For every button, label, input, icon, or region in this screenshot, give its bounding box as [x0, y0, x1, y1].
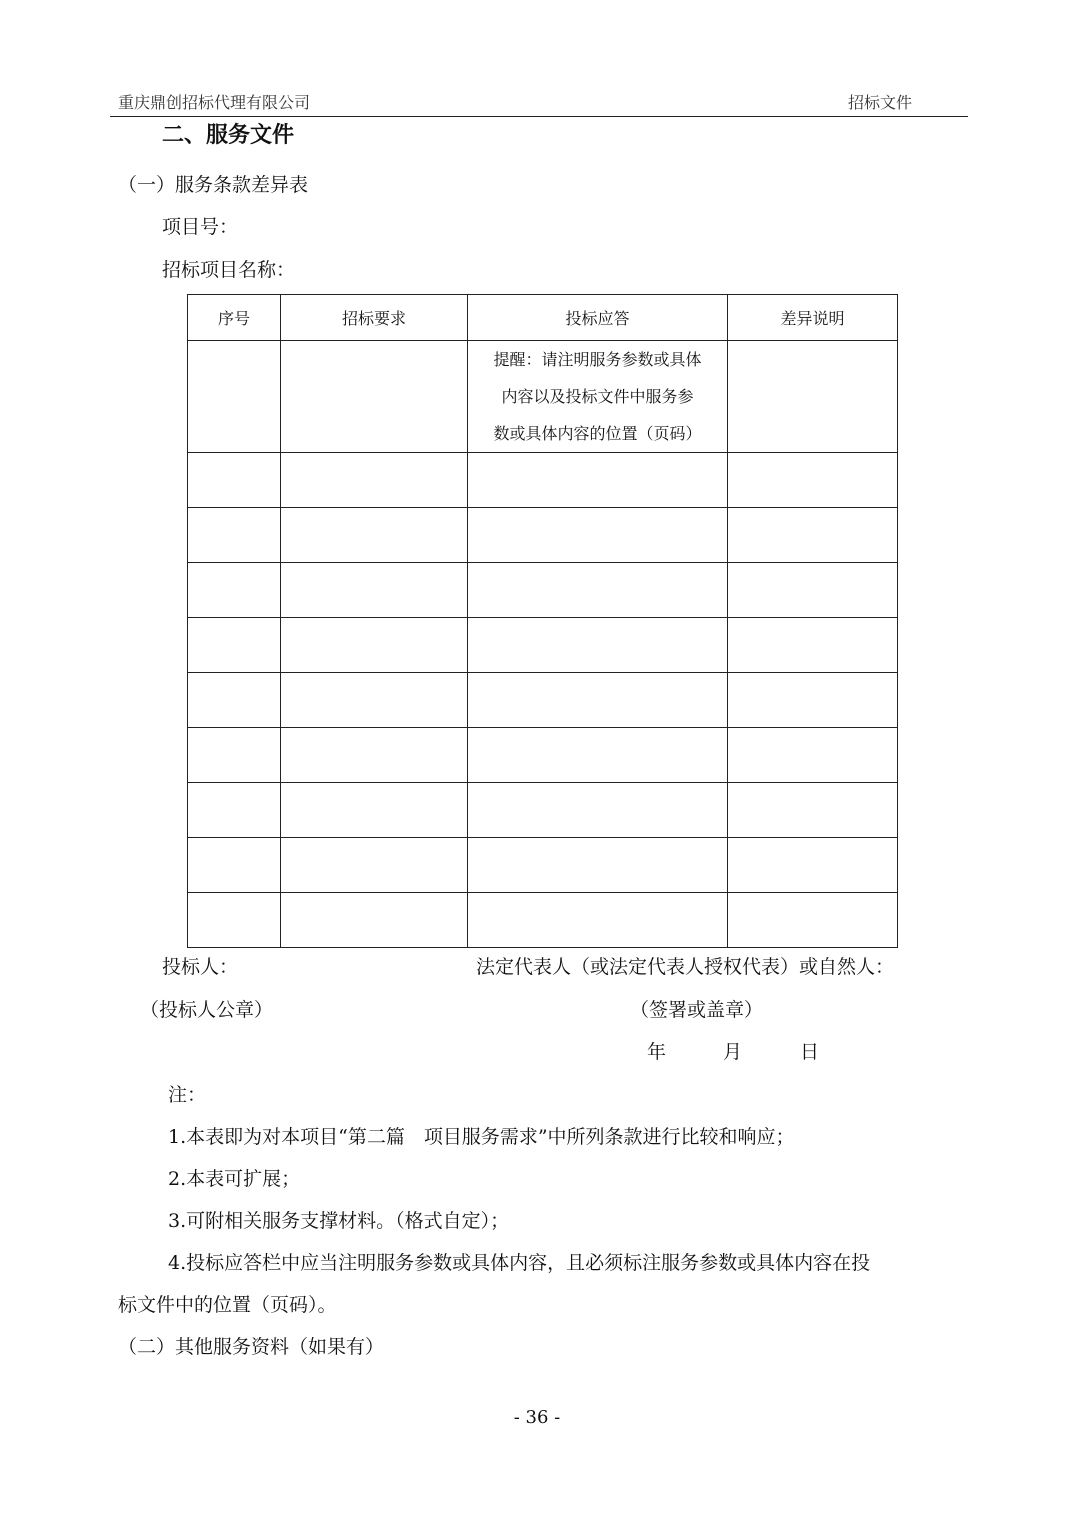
table-cell[interactable] — [281, 673, 468, 728]
table-row — [188, 728, 898, 783]
table-cell[interactable] — [728, 838, 898, 893]
table-blank-rows — [188, 453, 898, 948]
subsection-title-2: （二）其他服务资料（如果有） — [118, 1336, 385, 1358]
table-row — [188, 893, 898, 948]
table-cell[interactable] — [188, 618, 281, 673]
table-row — [188, 341, 898, 453]
note-item: 1.本表即为对本项目“第二篇 项目服务需求”中所列条款进行比较和响应； — [168, 1126, 795, 1148]
table-cell[interactable] — [188, 783, 281, 838]
table-cell[interactable] — [468, 893, 728, 948]
service-deviation-table — [187, 294, 898, 948]
bidder-seal-label: （投标人公章） — [140, 999, 274, 1021]
table-cell[interactable] — [728, 893, 898, 948]
table-cell[interactable] — [728, 508, 898, 563]
table-cell[interactable] — [188, 453, 281, 508]
table-cell[interactable] — [281, 893, 468, 948]
column-header-requirement: 招标要求 — [281, 295, 468, 341]
table-cell[interactable] — [468, 728, 728, 783]
table-cell[interactable] — [281, 728, 468, 783]
project-name-label: 招标项目名称： — [162, 259, 296, 281]
table-cell[interactable] — [188, 838, 281, 893]
table-cell[interactable] — [281, 618, 468, 673]
table-cell[interactable] — [728, 728, 898, 783]
table-cell[interactable] — [468, 508, 728, 563]
table-cell[interactable] — [281, 453, 468, 508]
notes-label: 注： — [168, 1084, 207, 1106]
table-cell[interactable] — [188, 728, 281, 783]
table-row — [188, 618, 898, 673]
table-row — [188, 508, 898, 563]
date-day: 日 — [800, 1041, 820, 1063]
note-item: 2.本表可扩展； — [168, 1168, 301, 1190]
table-cell[interactable] — [728, 453, 898, 508]
date-month: 月 — [723, 1041, 743, 1063]
table-row — [188, 783, 898, 838]
table-cell-hint[interactable] — [468, 341, 728, 453]
table-cell[interactable] — [468, 563, 728, 618]
table-cell[interactable] — [728, 618, 898, 673]
hint-line: 内容以及投标文件中服务参 — [501, 387, 694, 406]
table-cell[interactable] — [468, 673, 728, 728]
column-header-deviation: 差异说明 — [728, 295, 898, 341]
hint-line: 提醒：请注明服务参数或具体 — [493, 350, 702, 369]
table-row — [188, 673, 898, 728]
table-cell[interactable] — [188, 893, 281, 948]
table-cell[interactable] — [188, 341, 281, 453]
table-cell[interactable] — [188, 508, 281, 563]
table-cell[interactable] — [281, 838, 468, 893]
table-row — [188, 563, 898, 618]
table-cell[interactable] — [468, 838, 728, 893]
table-cell[interactable] — [728, 673, 898, 728]
note-item: 4.投标应答栏中应当注明服务参数或具体内容，且必须标注服务参数或具体内容在投 — [168, 1252, 871, 1274]
table-cell[interactable] — [728, 783, 898, 838]
table-row — [188, 838, 898, 893]
table-cell[interactable] — [468, 783, 728, 838]
legal-rep-label: 法定代表人（或法定代表人授权代表）或自然人： — [476, 956, 895, 978]
header-rule — [110, 116, 968, 117]
table-cell[interactable] — [281, 563, 468, 618]
table-cell[interactable] — [728, 563, 898, 618]
subsection-title-1: （一）服务条款差异表 — [118, 174, 309, 196]
table-row — [188, 453, 898, 508]
column-header-response: 投标应答 — [468, 295, 728, 341]
column-header-seq: 序号 — [188, 295, 281, 341]
header-doc-type: 招标文件 — [848, 93, 913, 112]
table-cell[interactable] — [728, 341, 898, 453]
table-header-row — [188, 295, 898, 341]
table-cell[interactable] — [188, 673, 281, 728]
note-item: 3.可附相关服务支撑材料。（格式自定）； — [168, 1210, 510, 1232]
table-cell[interactable] — [281, 508, 468, 563]
table-cell[interactable] — [281, 341, 468, 453]
table-cell[interactable] — [468, 453, 728, 508]
table-cell[interactable] — [188, 563, 281, 618]
section-title: 二、服务文件 — [162, 123, 295, 148]
bidder-label: 投标人： — [162, 956, 239, 978]
project-no-label: 项目号： — [162, 216, 239, 238]
page-number: - 36 - — [513, 1407, 561, 1428]
sign-or-seal-label: （签署或盖章） — [630, 999, 764, 1021]
date-year: 年 — [647, 1041, 667, 1063]
table-cell[interactable] — [468, 618, 728, 673]
header-company: 重庆鼎创招标代理有限公司 — [118, 93, 311, 112]
table-cell[interactable] — [281, 783, 468, 838]
note-item-continued: 标文件中的位置（页码）。 — [118, 1294, 337, 1316]
hint-line: 数或具体内容的位置（页码） — [493, 424, 702, 443]
